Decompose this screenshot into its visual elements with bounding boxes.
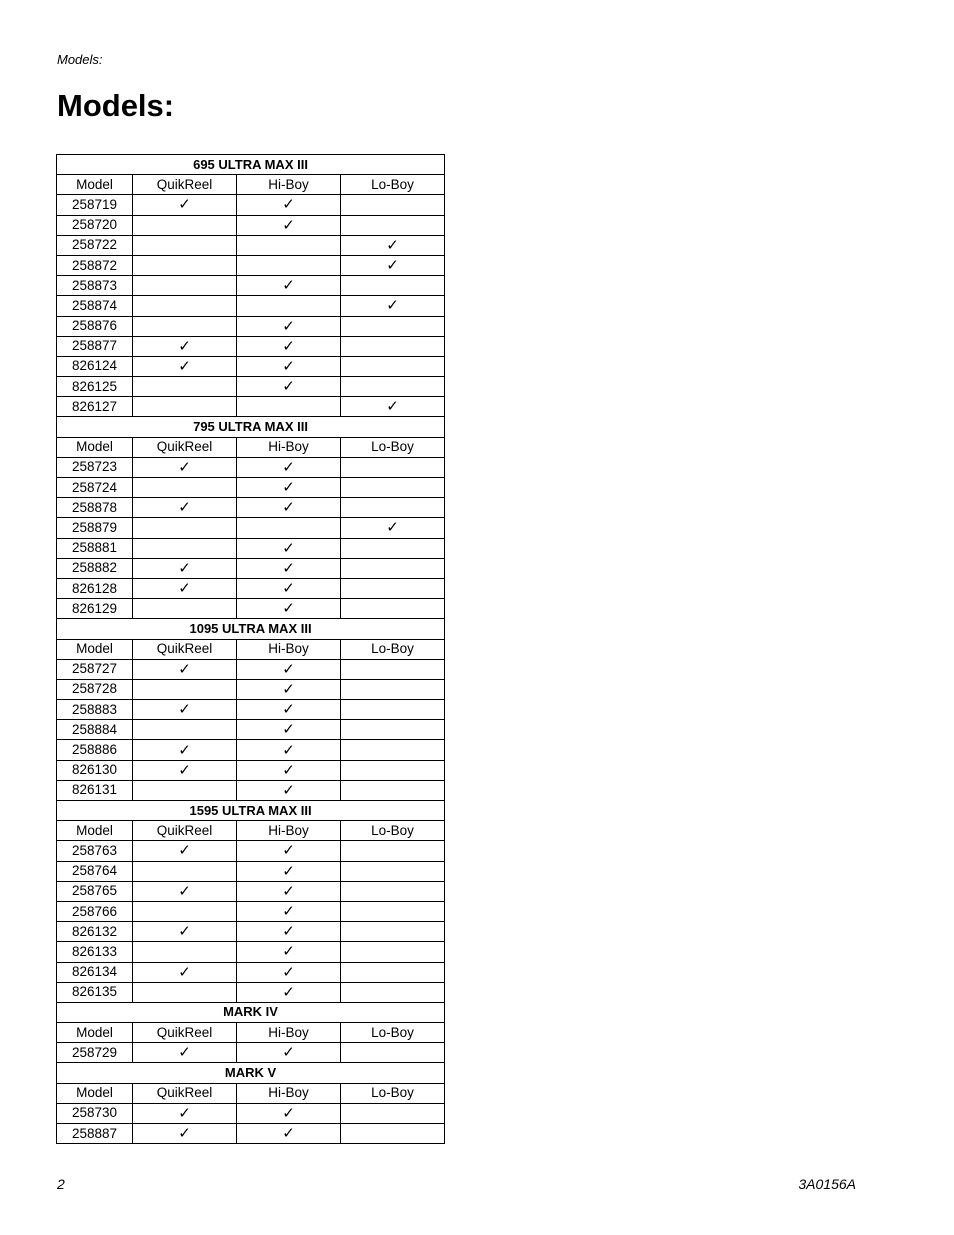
quikreel-cell <box>133 962 237 982</box>
loboy-cell <box>341 255 445 275</box>
group-title: 1595 ULTRA MAX III <box>57 801 445 821</box>
checkmark-icon: ✓ <box>282 881 295 900</box>
table-row <box>57 740 445 760</box>
quikreel-cell <box>133 700 237 720</box>
checkmark-icon: ✓ <box>282 962 295 981</box>
table-row <box>57 841 445 861</box>
hiboy-cell <box>237 1043 341 1063</box>
hiboy-cell <box>237 498 341 518</box>
model-number-cell: 258724 <box>57 478 133 498</box>
column-header-quikreel: QuikReel <box>133 1083 237 1103</box>
model-number-cell: 258878 <box>57 498 133 518</box>
model-number-cell: 258882 <box>57 558 133 578</box>
column-header-model: Model <box>57 821 133 841</box>
table-row <box>57 962 445 982</box>
hiboy-cell <box>237 538 341 558</box>
table-row <box>57 760 445 780</box>
table-row <box>57 276 445 296</box>
loboy-cell <box>341 397 445 417</box>
table-row <box>57 679 445 699</box>
quikreel-cell <box>133 679 237 699</box>
quikreel-cell <box>133 316 237 336</box>
table-row <box>57 478 445 498</box>
quikreel-cell <box>133 558 237 578</box>
quikreel-cell <box>133 881 237 901</box>
column-header-row <box>57 1023 445 1043</box>
quikreel-cell <box>133 922 237 942</box>
checkmark-icon: ✓ <box>282 780 295 799</box>
model-number-cell: 258719 <box>57 195 133 215</box>
hiboy-cell <box>237 740 341 760</box>
quikreel-cell <box>133 336 237 356</box>
loboy-cell <box>341 861 445 881</box>
column-header-row <box>57 437 445 457</box>
quikreel-cell <box>133 780 237 800</box>
checkmark-icon: ✓ <box>282 740 295 759</box>
table-row <box>57 659 445 679</box>
hiboy-cell <box>237 356 341 376</box>
table-row <box>57 356 445 376</box>
checkmark-icon: ✓ <box>282 1103 295 1122</box>
hiboy-cell <box>237 720 341 740</box>
table-row <box>57 1103 445 1123</box>
column-header-row <box>57 175 445 195</box>
quikreel-cell <box>133 982 237 1002</box>
loboy-cell <box>341 780 445 800</box>
loboy-cell <box>341 296 445 316</box>
model-number-cell: 826134 <box>57 962 133 982</box>
model-number-cell: 258730 <box>57 1103 133 1123</box>
table-row <box>57 1043 445 1063</box>
quikreel-cell <box>133 457 237 477</box>
checkmark-icon: ✓ <box>178 1124 191 1143</box>
checkmark-icon: ✓ <box>282 276 295 295</box>
loboy-cell <box>341 478 445 498</box>
loboy-cell <box>341 982 445 1002</box>
table-row <box>57 195 445 215</box>
table-row <box>57 215 445 235</box>
model-number-cell: 258727 <box>57 659 133 679</box>
model-number-cell: 826127 <box>57 397 133 417</box>
table-row <box>57 578 445 598</box>
group-title: 695 ULTRA MAX III <box>57 155 445 175</box>
hiboy-cell <box>237 518 341 538</box>
hiboy-cell <box>237 659 341 679</box>
table-row <box>57 558 445 578</box>
column-header-hiboy: Hi-Boy <box>237 1083 341 1103</box>
table-row <box>57 720 445 740</box>
checkmark-icon: ✓ <box>282 679 295 698</box>
loboy-cell <box>341 518 445 538</box>
model-number-cell: 258873 <box>57 276 133 296</box>
quikreel-cell <box>133 942 237 962</box>
table-row <box>57 336 445 356</box>
loboy-cell <box>341 1103 445 1123</box>
table-row <box>57 901 445 921</box>
quikreel-cell <box>133 255 237 275</box>
checkmark-icon: ✓ <box>178 558 191 577</box>
column-header-model: Model <box>57 437 133 457</box>
checkmark-icon: ✓ <box>282 659 295 678</box>
column-header-loboy: Lo-Boy <box>341 639 445 659</box>
loboy-cell <box>341 195 445 215</box>
table-row <box>57 235 445 255</box>
checkmark-icon: ✓ <box>386 518 399 537</box>
loboy-cell <box>341 558 445 578</box>
model-number-cell: 258720 <box>57 215 133 235</box>
model-number-cell: 258881 <box>57 538 133 558</box>
column-header-quikreel: QuikReel <box>133 1023 237 1043</box>
loboy-cell <box>341 962 445 982</box>
hiboy-cell <box>237 700 341 720</box>
models-table-body <box>57 155 445 1144</box>
quikreel-cell <box>133 760 237 780</box>
loboy-cell <box>341 901 445 921</box>
table-row <box>57 316 445 336</box>
column-header-model: Model <box>57 639 133 659</box>
checkmark-icon: ✓ <box>282 538 295 557</box>
quikreel-cell <box>133 498 237 518</box>
hiboy-cell <box>237 599 341 619</box>
hiboy-cell <box>237 861 341 881</box>
quikreel-cell <box>133 1043 237 1063</box>
checkmark-icon: ✓ <box>386 235 399 254</box>
hiboy-cell <box>237 215 341 235</box>
loboy-cell <box>341 760 445 780</box>
model-number-cell: 826131 <box>57 780 133 800</box>
hiboy-cell <box>237 457 341 477</box>
table-row <box>57 1124 445 1144</box>
hiboy-cell <box>237 235 341 255</box>
checkmark-icon: ✓ <box>282 942 295 961</box>
checkmark-icon: ✓ <box>282 922 295 941</box>
column-header-hiboy: Hi-Boy <box>237 175 341 195</box>
model-number-cell: 258884 <box>57 720 133 740</box>
model-number-cell: 826130 <box>57 760 133 780</box>
loboy-cell <box>341 377 445 397</box>
model-number-cell: 826128 <box>57 578 133 598</box>
table-row <box>57 518 445 538</box>
loboy-cell <box>341 881 445 901</box>
column-header-row <box>57 821 445 841</box>
loboy-cell <box>341 599 445 619</box>
checkmark-icon: ✓ <box>386 256 399 275</box>
group-header-row <box>57 1002 445 1022</box>
quikreel-cell <box>133 195 237 215</box>
quikreel-cell <box>133 276 237 296</box>
hiboy-cell <box>237 760 341 780</box>
column-header-hiboy: Hi-Boy <box>237 437 341 457</box>
checkmark-icon: ✓ <box>282 579 295 598</box>
checkmark-icon: ✓ <box>178 700 191 719</box>
model-number-cell: 258766 <box>57 901 133 921</box>
checkmark-icon: ✓ <box>178 498 191 517</box>
model-number-cell: 258877 <box>57 336 133 356</box>
quikreel-cell <box>133 377 237 397</box>
model-number-cell: 258763 <box>57 841 133 861</box>
hiboy-cell <box>237 195 341 215</box>
checkmark-icon: ✓ <box>282 316 295 335</box>
column-header-quikreel: QuikReel <box>133 639 237 659</box>
column-header-hiboy: Hi-Boy <box>237 1023 341 1043</box>
hiboy-cell <box>237 276 341 296</box>
hiboy-cell <box>237 901 341 921</box>
table-row <box>57 780 445 800</box>
checkmark-icon: ✓ <box>282 457 295 476</box>
model-number-cell: 258722 <box>57 235 133 255</box>
table-row <box>57 881 445 901</box>
quikreel-cell <box>133 296 237 316</box>
column-header-model: Model <box>57 1023 133 1043</box>
model-number-cell: 826135 <box>57 982 133 1002</box>
checkmark-icon: ✓ <box>282 377 295 396</box>
hiboy-cell <box>237 255 341 275</box>
quikreel-cell <box>133 861 237 881</box>
checkmark-icon: ✓ <box>282 478 295 497</box>
group-title: MARK IV <box>57 1002 445 1022</box>
table-row <box>57 982 445 1002</box>
model-number-cell: 258872 <box>57 255 133 275</box>
checkmark-icon: ✓ <box>282 861 295 880</box>
group-header-row <box>57 417 445 437</box>
quikreel-cell <box>133 578 237 598</box>
group-header-row <box>57 1063 445 1083</box>
table-row <box>57 861 445 881</box>
loboy-cell <box>341 538 445 558</box>
checkmark-icon: ✓ <box>178 1043 191 1062</box>
checkmark-icon: ✓ <box>282 1043 295 1062</box>
hiboy-cell <box>237 922 341 942</box>
loboy-cell <box>341 215 445 235</box>
document-number: 3A0156A <box>798 1176 856 1192</box>
table-row <box>57 397 445 417</box>
table-row <box>57 255 445 275</box>
column-header-hiboy: Hi-Boy <box>237 821 341 841</box>
quikreel-cell <box>133 659 237 679</box>
table-row <box>57 498 445 518</box>
table-row <box>57 296 445 316</box>
loboy-cell <box>341 1124 445 1144</box>
table-row <box>57 377 445 397</box>
model-number-cell: 258887 <box>57 1124 133 1144</box>
model-number-cell: 826129 <box>57 599 133 619</box>
hiboy-cell <box>237 1124 341 1144</box>
loboy-cell <box>341 922 445 942</box>
loboy-cell <box>341 498 445 518</box>
model-number-cell: 258874 <box>57 296 133 316</box>
checkmark-icon: ✓ <box>282 902 295 921</box>
model-number-cell: 826124 <box>57 356 133 376</box>
quikreel-cell <box>133 356 237 376</box>
checkmark-icon: ✓ <box>282 599 295 618</box>
loboy-cell <box>341 659 445 679</box>
quikreel-cell <box>133 397 237 417</box>
checkmark-icon: ✓ <box>282 982 295 1001</box>
hiboy-cell <box>237 780 341 800</box>
hiboy-cell <box>237 962 341 982</box>
loboy-cell <box>341 720 445 740</box>
quikreel-cell <box>133 478 237 498</box>
checkmark-icon: ✓ <box>282 700 295 719</box>
hiboy-cell <box>237 377 341 397</box>
checkmark-icon: ✓ <box>282 336 295 355</box>
loboy-cell <box>341 276 445 296</box>
quikreel-cell <box>133 599 237 619</box>
model-number-cell: 258886 <box>57 740 133 760</box>
hiboy-cell <box>237 942 341 962</box>
model-number-cell: 258879 <box>57 518 133 538</box>
checkmark-icon: ✓ <box>178 659 191 678</box>
checkmark-icon: ✓ <box>178 962 191 981</box>
table-row <box>57 922 445 942</box>
column-header-loboy: Lo-Boy <box>341 821 445 841</box>
checkmark-icon: ✓ <box>282 356 295 375</box>
model-number-cell: 826125 <box>57 377 133 397</box>
model-number-cell: 258729 <box>57 1043 133 1063</box>
column-header-model: Model <box>57 1083 133 1103</box>
checkmark-icon: ✓ <box>282 215 295 234</box>
loboy-cell <box>341 457 445 477</box>
hiboy-cell <box>237 296 341 316</box>
hiboy-cell <box>237 558 341 578</box>
group-header-row <box>57 155 445 175</box>
hiboy-cell <box>237 397 341 417</box>
loboy-cell <box>341 841 445 861</box>
quikreel-cell <box>133 518 237 538</box>
loboy-cell <box>341 700 445 720</box>
checkmark-icon: ✓ <box>178 1103 191 1122</box>
quikreel-cell <box>133 901 237 921</box>
column-header-quikreel: QuikReel <box>133 437 237 457</box>
quikreel-cell <box>133 720 237 740</box>
model-number-cell: 258883 <box>57 700 133 720</box>
loboy-cell <box>341 679 445 699</box>
column-header-hiboy: Hi-Boy <box>237 639 341 659</box>
hiboy-cell <box>237 478 341 498</box>
model-number-cell: 258764 <box>57 861 133 881</box>
hiboy-cell <box>237 881 341 901</box>
group-header-row <box>57 801 445 821</box>
quikreel-cell <box>133 1124 237 1144</box>
quikreel-cell <box>133 215 237 235</box>
loboy-cell <box>341 356 445 376</box>
quikreel-cell <box>133 841 237 861</box>
page-number: 2 <box>57 1176 65 1192</box>
loboy-cell <box>341 578 445 598</box>
group-header-row <box>57 619 445 639</box>
checkmark-icon: ✓ <box>178 356 191 375</box>
running-header: Models: <box>57 52 103 67</box>
group-title: 1095 ULTRA MAX III <box>57 619 445 639</box>
table-row <box>57 599 445 619</box>
table-row <box>57 457 445 477</box>
column-header-row <box>57 1083 445 1103</box>
page-title: Models: <box>57 88 175 123</box>
hiboy-cell <box>237 841 341 861</box>
loboy-cell <box>341 942 445 962</box>
hiboy-cell <box>237 578 341 598</box>
loboy-cell <box>341 336 445 356</box>
checkmark-icon: ✓ <box>282 1124 295 1143</box>
checkmark-icon: ✓ <box>178 579 191 598</box>
checkmark-icon: ✓ <box>386 397 399 416</box>
quikreel-cell <box>133 538 237 558</box>
group-title: MARK V <box>57 1063 445 1083</box>
quikreel-cell <box>133 1103 237 1123</box>
models-table <box>56 154 445 1144</box>
column-header-loboy: Lo-Boy <box>341 1083 445 1103</box>
table-row <box>57 538 445 558</box>
column-header-row <box>57 639 445 659</box>
hiboy-cell <box>237 316 341 336</box>
checkmark-icon: ✓ <box>282 558 295 577</box>
model-number-cell: 258723 <box>57 457 133 477</box>
model-number-cell: 258765 <box>57 881 133 901</box>
hiboy-cell <box>237 336 341 356</box>
quikreel-cell <box>133 235 237 255</box>
checkmark-icon: ✓ <box>178 457 191 476</box>
checkmark-icon: ✓ <box>282 195 295 214</box>
column-header-loboy: Lo-Boy <box>341 437 445 457</box>
model-number-cell: 826132 <box>57 922 133 942</box>
table-row <box>57 942 445 962</box>
checkmark-icon: ✓ <box>178 841 191 860</box>
checkmark-icon: ✓ <box>178 760 191 779</box>
group-title: 795 ULTRA MAX III <box>57 417 445 437</box>
hiboy-cell <box>237 982 341 1002</box>
hiboy-cell <box>237 1103 341 1123</box>
checkmark-icon: ✓ <box>178 195 191 214</box>
column-header-loboy: Lo-Boy <box>341 1023 445 1043</box>
checkmark-icon: ✓ <box>178 922 191 941</box>
checkmark-icon: ✓ <box>178 336 191 355</box>
hiboy-cell <box>237 679 341 699</box>
quikreel-cell <box>133 740 237 760</box>
model-number-cell: 258728 <box>57 679 133 699</box>
checkmark-icon: ✓ <box>282 841 295 860</box>
checkmark-icon: ✓ <box>282 498 295 517</box>
column-header-loboy: Lo-Boy <box>341 175 445 195</box>
column-header-quikreel: QuikReel <box>133 821 237 841</box>
loboy-cell <box>341 316 445 336</box>
loboy-cell <box>341 740 445 760</box>
checkmark-icon: ✓ <box>178 740 191 759</box>
table-row <box>57 700 445 720</box>
loboy-cell <box>341 235 445 255</box>
column-header-model: Model <box>57 175 133 195</box>
checkmark-icon: ✓ <box>282 760 295 779</box>
model-number-cell: 258876 <box>57 316 133 336</box>
checkmark-icon: ✓ <box>386 296 399 315</box>
column-header-quikreel: QuikReel <box>133 175 237 195</box>
checkmark-icon: ✓ <box>282 720 295 739</box>
checkmark-icon: ✓ <box>178 881 191 900</box>
model-number-cell: 826133 <box>57 942 133 962</box>
loboy-cell <box>341 1043 445 1063</box>
